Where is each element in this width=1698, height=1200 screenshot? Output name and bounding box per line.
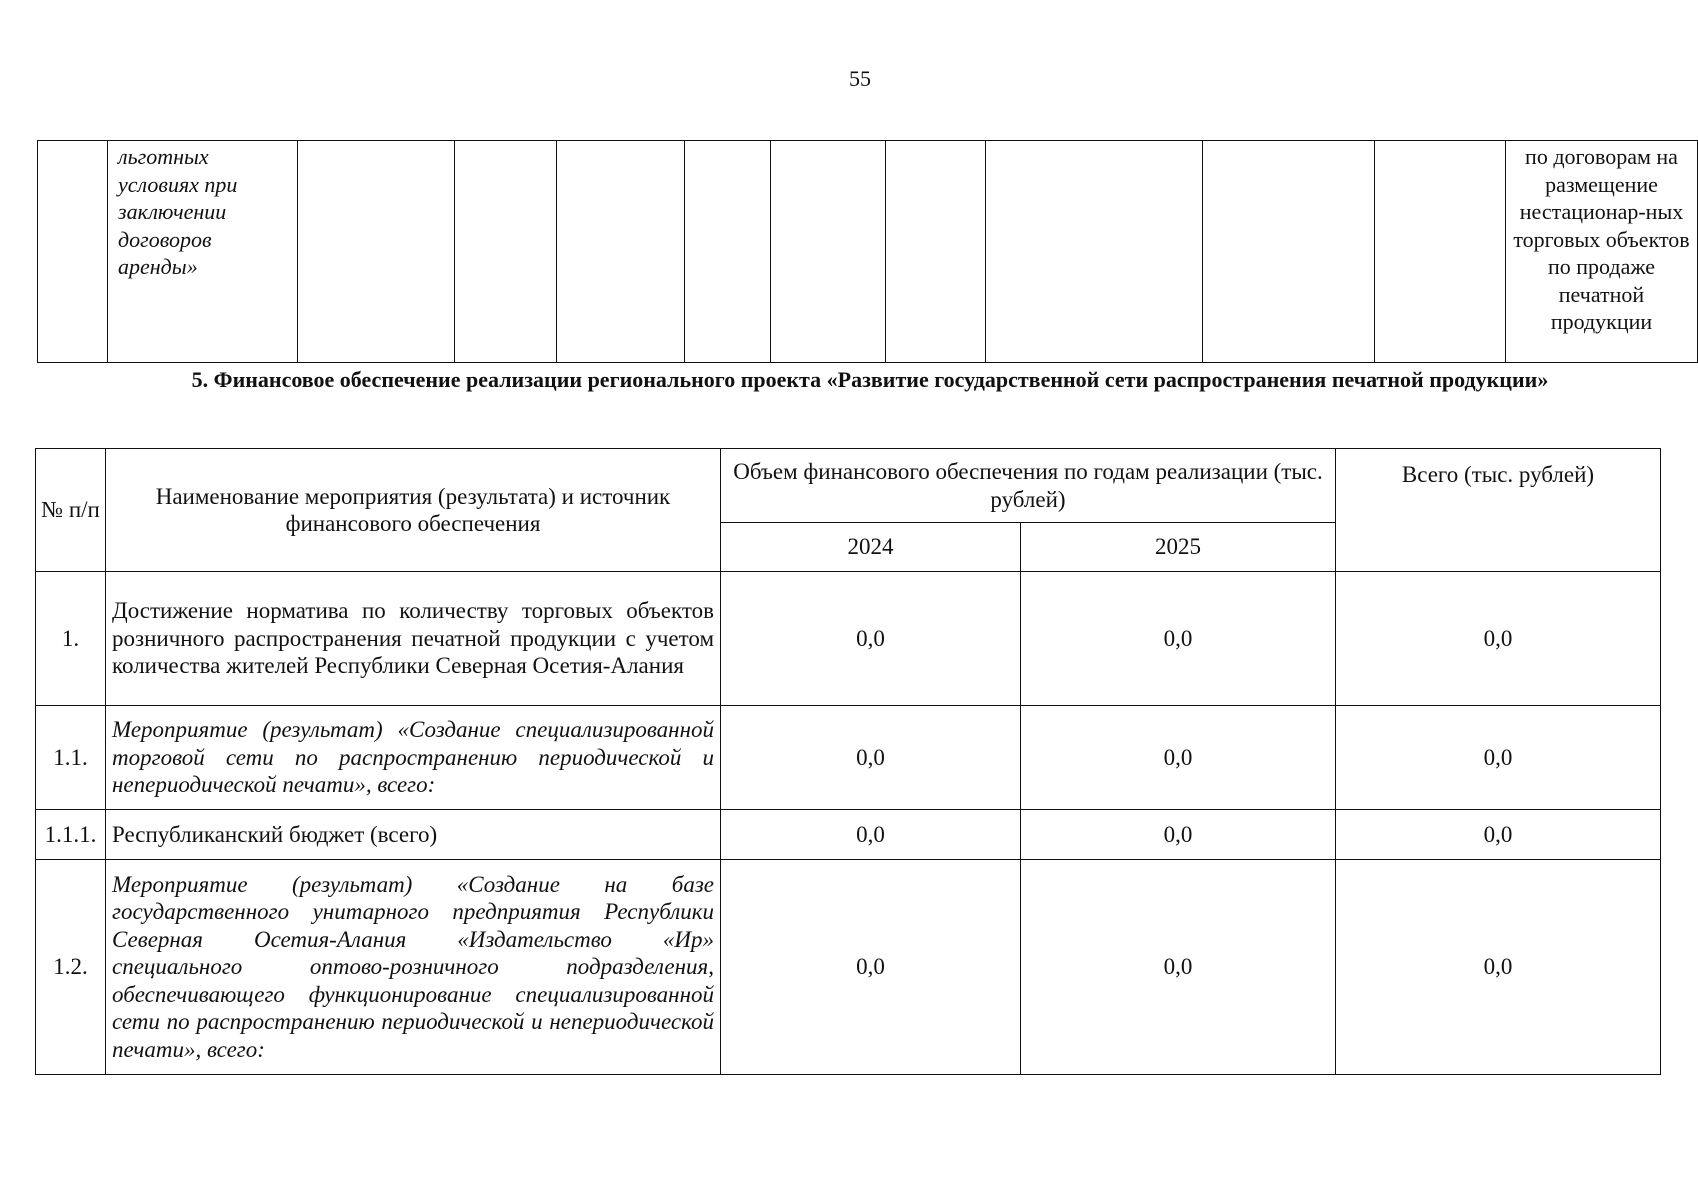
cell-empty (298, 141, 455, 363)
cell-empty (1375, 141, 1506, 363)
section-title: 5. Финансовое обеспечение реализации регионального проекта «Развитие государственной сети распространения печатной продукции» (191, 367, 1549, 392)
row-value-2025: 0,0 (1021, 572, 1336, 706)
cell-empty (1203, 141, 1375, 363)
financing-table (35, 448, 1661, 1075)
row-value-2025: 0,0 (1021, 810, 1336, 860)
header-year-2024: 2024 (721, 523, 1021, 572)
row-name: Мероприятие (результат) «Создание специализированной торговой сети по распространению периодической и непериодической печати», всего: (106, 706, 721, 810)
header-row (36, 449, 1661, 523)
table-row (36, 706, 1661, 810)
row-name: Достижение норматива по количеству торговых объектов розничного распространения печатной продукции с учетом количества жителей Республики Северная Осетия-Алания (106, 572, 721, 706)
row-name: Мероприятие (результат) «Создание на базе государственного унитарного предприятия Республики Северная Осетия-Алания «Издательство «Ир» специального оптово-розничного подразделения, обеспечивающего функционирование специализированной сети по распространению периодической и непериодической печати», всего: (106, 860, 721, 1075)
header-volume: Объем финансового обеспечения по годам реализации (тыс. рублей) (721, 449, 1336, 523)
row-value-2024: 0,0 (721, 706, 1021, 810)
row-number: 1.1. (36, 706, 106, 810)
row-name: Республиканский бюджет (всего) (106, 810, 721, 860)
cell-empty (455, 141, 557, 363)
header-total: Всего (тыс. рублей) (1336, 449, 1661, 572)
cell-empty (986, 141, 1203, 363)
row-value-total: 0,0 (1336, 706, 1661, 810)
continuation-note-cell: по договорам на размещение нестационар-ных торговых объектов по продаже печатной продукции (1506, 141, 1698, 363)
row-number: 1.1.1. (36, 810, 106, 860)
row-value-2024: 0,0 (721, 860, 1021, 1075)
continuation-row (38, 141, 1698, 363)
header-year-2025: 2025 (1021, 523, 1336, 572)
cell-empty (771, 141, 886, 363)
continuation-table (37, 140, 1698, 363)
row-value-2025: 0,0 (1021, 860, 1336, 1075)
cell-empty (557, 141, 685, 363)
table-row (36, 572, 1661, 706)
row-value-2024: 0,0 (721, 810, 1021, 860)
row-number: 1.2. (36, 860, 106, 1075)
cell-empty (38, 141, 108, 363)
row-value-total: 0,0 (1336, 572, 1661, 706)
cell-empty (685, 141, 771, 363)
table-row (36, 860, 1661, 1075)
cell-empty (886, 141, 986, 363)
row-value-total: 0,0 (1336, 810, 1661, 860)
header-number: № п/п (36, 449, 106, 572)
table-row (36, 810, 1661, 860)
row-value-2024: 0,0 (721, 572, 1021, 706)
row-value-2025: 0,0 (1021, 706, 1336, 810)
continuation-name-cell: льготных условиях при заключении договоров аренды» (108, 141, 298, 363)
header-name: Наименование мероприятия (результата) и источник финансового обеспечения (106, 449, 721, 572)
row-number: 1. (36, 572, 106, 706)
page-number: 55 (849, 66, 871, 91)
row-value-total: 0,0 (1336, 860, 1661, 1075)
